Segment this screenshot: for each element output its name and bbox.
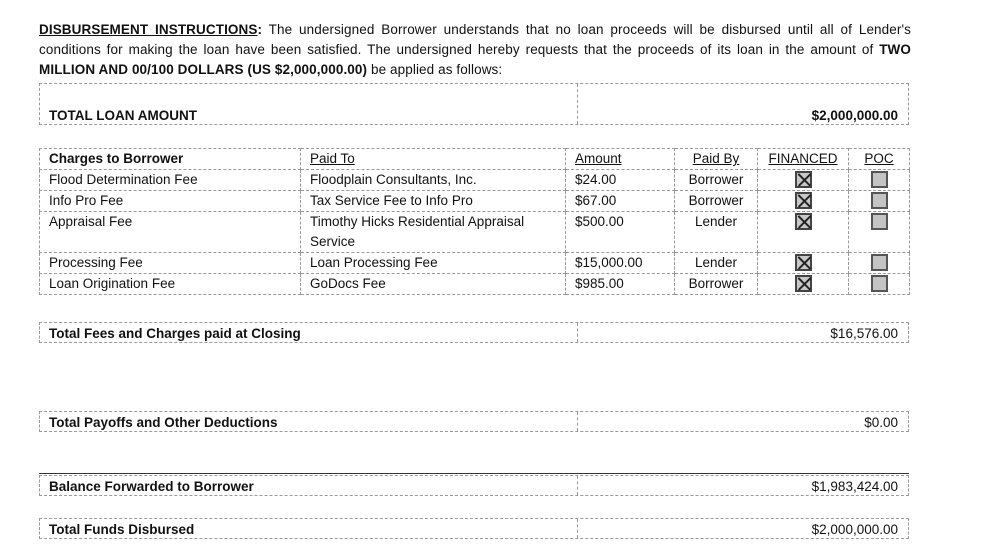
paid-by: Borrower	[675, 170, 758, 191]
table-row	[40, 191, 910, 212]
total-payoffs-value: $0.00	[864, 415, 898, 430]
charge-name: Appraisal Fee	[40, 212, 301, 253]
amount: $15,000.00	[566, 253, 675, 274]
total-loan-amount-label: TOTAL LOAN AMOUNT	[49, 108, 197, 123]
column-divider	[577, 412, 578, 431]
total-payoffs-label: Total Payoffs and Other Deductions	[49, 415, 278, 430]
header-charges-to-borrower: Charges to Borrower	[40, 149, 301, 170]
financed-checkbox-checked[interactable]	[795, 192, 812, 209]
paid-by: Borrower	[675, 191, 758, 212]
paid-by: Borrower	[675, 274, 758, 295]
paid-to: GoDocs Fee	[301, 274, 566, 295]
charges-header-row	[40, 149, 910, 170]
header-paid-to: Paid To	[301, 149, 566, 170]
section-heading: DISBURSEMENT INSTRUCTIONS	[39, 22, 258, 37]
header-amount: Amount	[566, 149, 675, 170]
amount: $500.00	[566, 212, 675, 253]
balance-forwarded-label: Balance Forwarded to Borrower	[49, 479, 254, 494]
poc-checkbox-unchecked[interactable]	[871, 171, 888, 188]
poc-checkbox-unchecked[interactable]	[871, 275, 888, 292]
balance-forwarded-row	[39, 475, 909, 496]
total-fees-value: $16,576.00	[830, 326, 898, 341]
total-loan-amount-value: $2,000,000.00	[811, 108, 898, 123]
charge-name: Loan Origination Fee	[40, 274, 301, 295]
table-row	[40, 274, 910, 295]
paid-by: Lender	[675, 212, 758, 253]
total-payoffs-row	[39, 411, 909, 432]
financed-checkbox-checked[interactable]	[795, 213, 812, 230]
separator-line	[39, 473, 909, 474]
total-fees-label: Total Fees and Charges paid at Closing	[49, 326, 301, 341]
paid-to: Loan Processing Fee	[301, 253, 566, 274]
table-row	[40, 212, 910, 253]
charge-name: Processing Fee	[40, 253, 301, 274]
charge-name: Info Pro Fee	[40, 191, 301, 212]
amount: $985.00	[566, 274, 675, 295]
column-divider	[577, 84, 578, 124]
header-financed: FINANCED	[758, 149, 849, 170]
poc-checkbox-unchecked[interactable]	[871, 254, 888, 271]
paid-to: Timothy Hicks Residential Appraisal Service	[301, 212, 566, 253]
paid-to: Tax Service Fee to Info Pro	[301, 191, 566, 212]
paid-by: Lender	[675, 253, 758, 274]
total-funds-disbursed-label: Total Funds Disbursed	[49, 522, 195, 537]
financed-checkbox-checked[interactable]	[795, 275, 812, 292]
column-divider	[577, 519, 578, 538]
paid-to: Floodplain Consultants, Inc.	[301, 170, 566, 191]
charges-table	[39, 148, 910, 295]
amount: $67.00	[566, 191, 675, 212]
total-funds-disbursed-row	[39, 518, 909, 539]
poc-checkbox-unchecked[interactable]	[871, 192, 888, 209]
table-row	[40, 253, 910, 274]
total-funds-disbursed-value: $2,000,000.00	[811, 522, 898, 537]
header-poc: POC	[849, 149, 910, 170]
poc-checkbox-unchecked[interactable]	[871, 213, 888, 230]
loan-amount-words: TWO MILLION AND 00/100 DOLLARS (US $2,000,000.00)	[39, 42, 911, 77]
total-fees-row	[39, 322, 909, 343]
table-row	[40, 170, 910, 191]
column-divider	[577, 476, 578, 495]
column-divider	[577, 323, 578, 342]
charge-name: Flood Determination Fee	[40, 170, 301, 191]
amount: $24.00	[566, 170, 675, 191]
header-paid-by: Paid By	[675, 149, 758, 170]
balance-forwarded-value: $1,983,424.00	[811, 479, 898, 494]
total-loan-amount-row	[39, 83, 909, 125]
financed-checkbox-checked[interactable]	[795, 254, 812, 271]
financed-checkbox-checked[interactable]	[795, 171, 812, 188]
disbursement-instructions-paragraph: DISBURSEMENT INSTRUCTIONS: The undersigned Borrower understands that no loan proceeds will be disbursed until all of Lender's conditions for making the loan have been satisfied. The undersigned hereby requests that the proceeds of its loan in the amount of TWO MILLION AND 00/100 DOLLARS (US $2,000,000.00) be applied as follows:	[39, 22, 911, 77]
